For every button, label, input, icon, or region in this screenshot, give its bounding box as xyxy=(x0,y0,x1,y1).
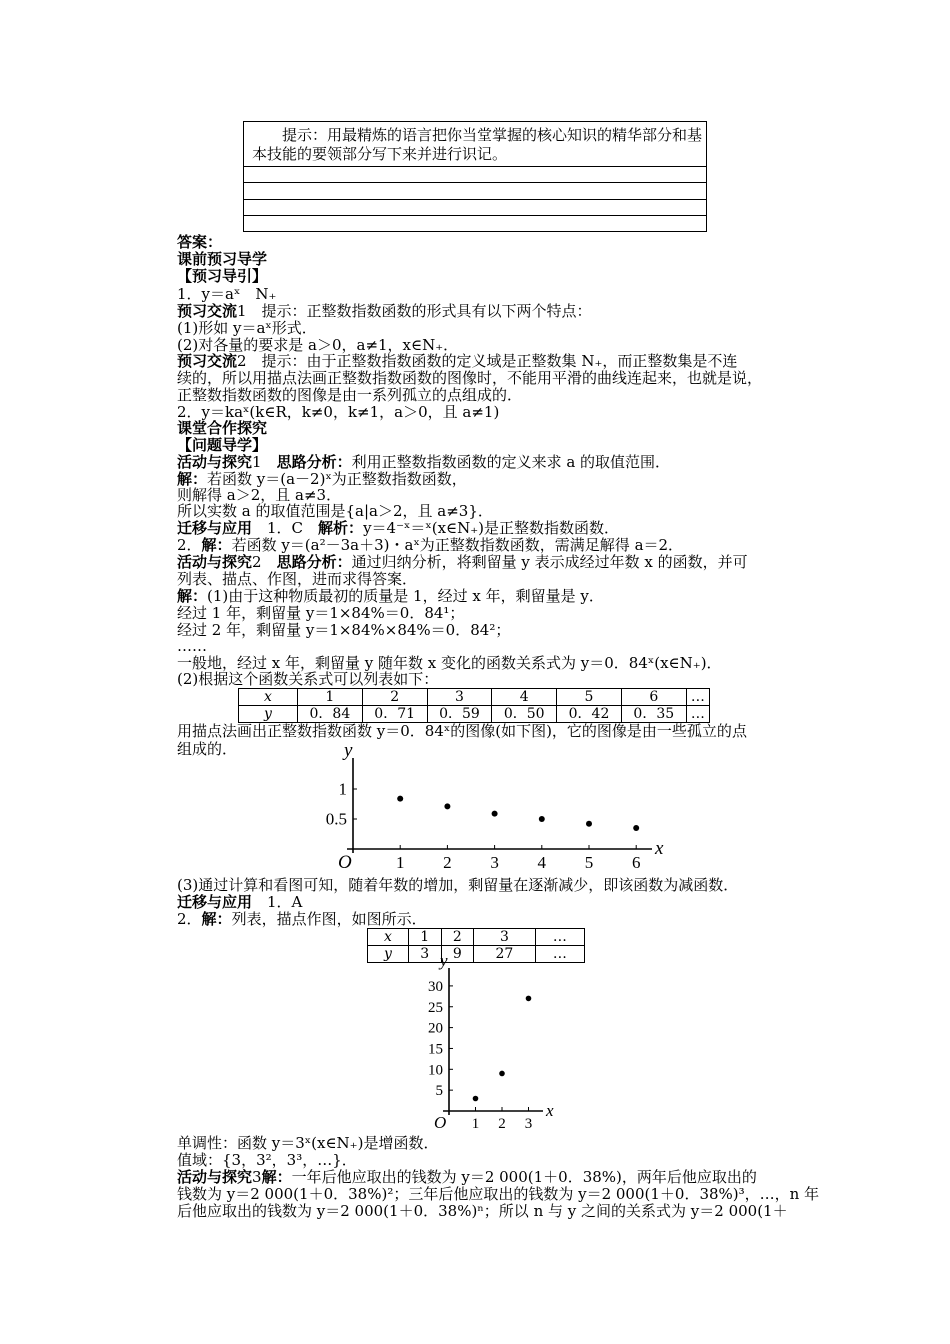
answer-line: 单调性：函数 y＝3ˣ(x∈N₊)是增函数． xyxy=(177,1134,439,1152)
table-cell: 2 xyxy=(441,929,474,946)
line-text: 1 xyxy=(252,453,277,471)
y-axis-label: y xyxy=(440,951,448,970)
writing-line xyxy=(244,166,706,167)
table-cell: 0．42 xyxy=(557,706,622,723)
answer-line: 组成的． xyxy=(177,740,238,758)
table-cell: … xyxy=(686,689,709,706)
data-point xyxy=(444,803,450,809)
answer-line: 列表、描点、作图，进而求得答案． xyxy=(177,570,418,588)
answer-line: 所以实数 a 的取值范围是{a|a＞2，且 a≠3}． xyxy=(177,502,493,520)
line-text: 2 xyxy=(252,553,277,571)
table-row xyxy=(368,929,585,946)
line-text: 若函数 y＝(a²－3a＋3)・aˣ为正整数指数函数，需满足解得 a＝2． xyxy=(231,536,684,554)
table-cell: 3 xyxy=(427,689,492,706)
answer-line: 后他应取出的钱数为 y＝2 000(1＋0．38%)ⁿ；所以 n 与 y 之间的关系式为 y＝2 000(1＋ xyxy=(177,1202,788,1220)
writing-line xyxy=(244,199,706,200)
answer-line: 值域：{3，3²，3³，…}． xyxy=(177,1151,357,1169)
y-tick-label: 30 xyxy=(428,978,443,995)
data-point xyxy=(633,825,639,831)
table-cell: 6 xyxy=(621,689,686,706)
line-text: 2． xyxy=(177,910,202,928)
x-tick-label: 6 xyxy=(631,853,641,872)
answer-line: 经过 1 年，剩留量 y＝1×84%＝0．84¹； xyxy=(177,604,465,622)
y-tick-label: 5 xyxy=(435,1083,443,1100)
answer-line: 一般地，经过 x 年，剩留量 y 随年数 x 变化的函数关系式为 y＝0．84ˣ(x∈N₊)． xyxy=(177,654,722,672)
table-cell: y xyxy=(239,706,298,723)
line-text: 一年后他应取出的钱数为 y＝2 000(1＋0．38%)，两年后他应取出的 xyxy=(291,1168,757,1186)
table-cell: 4 xyxy=(492,689,557,706)
answer-line: (2)对各量的要求是 a＞0，a≠1，x∈N₊． xyxy=(177,336,459,354)
section-label: 预习交流 xyxy=(177,302,238,320)
y-tick-label: 25 xyxy=(428,999,443,1016)
data-point xyxy=(499,1071,505,1077)
answer-line: 续的，所以用描点法画正整数指数函数的图像时，不能用平滑的曲线连起来，也就是说， xyxy=(177,369,763,387)
table-cell: x xyxy=(368,929,409,946)
x-axis-label: x xyxy=(546,1101,554,1120)
answer-line: 则解得 a＞2，且 a≠3． xyxy=(177,486,342,504)
y-tick-label: 0.5 xyxy=(325,809,347,829)
section-label: 活动与探究 xyxy=(177,1168,253,1186)
answer-line xyxy=(177,536,683,554)
data-point xyxy=(539,816,545,822)
answer-line xyxy=(177,453,670,471)
data-point xyxy=(492,811,498,817)
class-heading: 课堂合作探究 xyxy=(177,419,268,437)
answer-line: (2)根据这个函数关系式可以列表如下： xyxy=(177,670,439,688)
decay-chart xyxy=(300,740,680,875)
line-text: 若函数 y＝(a－2)ˣ为正整数指数函数， xyxy=(207,470,467,488)
answer-line: 用描点法画出正整数指数函数 y＝0．84ˣ的图像(如下图)，它的图像是由一些孤立的点 xyxy=(177,722,747,740)
table-row xyxy=(239,706,710,723)
table-cell: 1 xyxy=(409,929,442,946)
data-point xyxy=(397,796,403,802)
answer-line xyxy=(177,1168,757,1186)
table-cell: 3 xyxy=(409,946,442,963)
table-row xyxy=(368,946,585,963)
y-tick-label: 10 xyxy=(428,1062,443,1079)
section-label: 迁移与应用 xyxy=(177,893,253,911)
section-label: 解： xyxy=(261,1168,292,1186)
line-text: (1)由于这种物质最初的质量是 1，经过 x 年，剩留量是 y． xyxy=(207,587,604,605)
problem-heading: 【问题导学】 xyxy=(177,436,268,454)
answer-line xyxy=(177,302,592,320)
answer-line xyxy=(177,910,427,928)
section-label: 活动与探究 xyxy=(177,453,253,471)
answer-line xyxy=(177,553,748,571)
answer-line xyxy=(177,352,737,370)
table-cell: 9 xyxy=(441,946,474,963)
data-point xyxy=(473,1096,479,1102)
table-row xyxy=(239,689,710,706)
section-label: 解： xyxy=(201,536,232,554)
section-label: 预习交流 xyxy=(177,352,238,370)
answer-line: 经过 2 年，剩留量 y＝1×84%×84%＝0．84²； xyxy=(177,621,511,639)
line-text: 2． xyxy=(177,536,202,554)
tip-box xyxy=(243,121,707,232)
answer-line: 正整数指数函数的图像是由一系列孤立的点组成的． xyxy=(177,386,523,404)
section-label: 思路分析： xyxy=(276,553,352,571)
table-cell: 0．71 xyxy=(362,706,427,723)
preview-heading: 课前预习导学 xyxy=(177,250,268,268)
table-cell: … xyxy=(686,706,709,723)
origin-label: O xyxy=(338,852,352,873)
y-tick-label: 15 xyxy=(428,1041,443,1058)
tip-text: 提示：用最精炼的语言把你当堂掌握的核心知识的精华部分和基本技能的要领部分写下来并进行识记。 xyxy=(252,126,703,163)
answer-line: (1)形如 y＝aˣ形式． xyxy=(177,319,317,337)
line-text: 利用正整数指数函数的定义来求 a 的取值范围． xyxy=(351,453,671,471)
line-text: 3 xyxy=(252,1168,262,1186)
x-tick-label: 3 xyxy=(490,853,499,872)
line-text: 2 提示：由于正整数指数函数的定义域是正整数集 N₊，而正整数集是不连 xyxy=(237,352,738,370)
table-cell: 0．50 xyxy=(492,706,557,723)
answer-line: 2．y＝kaˣ(k∈R，k≠0，k≠1，a＞0，且 a≠1) xyxy=(177,403,500,421)
section-label: 解： xyxy=(177,470,208,488)
answer-line xyxy=(177,587,604,605)
table-cell: … xyxy=(535,929,584,946)
data-point xyxy=(526,996,532,1002)
line-text: y＝4⁻ˣ＝ˣ(x∈N₊)是正整数指数函数． xyxy=(363,519,620,537)
x-axis-label: x xyxy=(655,838,664,859)
table-cell: y xyxy=(368,946,409,963)
x-tick-label: 3 xyxy=(524,1116,533,1132)
line-text: 1 提示：正整数指数函数的形式具有以下两个特点： xyxy=(237,302,592,320)
x-tick-label: 1 xyxy=(395,853,405,872)
answer-line xyxy=(177,893,302,911)
guide-heading: 【预习导引】 xyxy=(177,267,268,285)
section-label: 迁移与应用 xyxy=(177,519,253,537)
table-cell: 0．84 xyxy=(298,706,363,723)
table-decay xyxy=(238,688,710,723)
answer-line: …… xyxy=(177,637,207,655)
answer-line: 钱数为 y＝2 000(1＋0．38%)²；三年后他应取出的钱数为 y＝2 000(1＋0．38%)³，…，n 年 xyxy=(177,1185,820,1203)
section-label: 解： xyxy=(201,910,232,928)
table-cell: 3 xyxy=(474,929,536,946)
y-tick-label: 1 xyxy=(338,779,347,799)
table-cell: 0．35 xyxy=(621,706,686,723)
table-growth xyxy=(367,928,585,963)
line-text: 列表，描点作图，如图所示． xyxy=(231,910,427,928)
x-tick-label: 2 xyxy=(443,853,452,872)
table-cell: x xyxy=(239,689,298,706)
x-tick-label: 2 xyxy=(498,1116,506,1132)
answer-line xyxy=(177,519,619,537)
table-cell: 27 xyxy=(474,946,536,963)
x-tick-label: 4 xyxy=(537,853,547,872)
answers-heading: 答案： xyxy=(177,233,223,251)
writing-line xyxy=(244,215,706,216)
section-label: 解： xyxy=(177,587,208,605)
section-label: 活动与探究 xyxy=(177,553,253,571)
line-text: 1．C xyxy=(252,519,319,537)
writing-line xyxy=(244,182,706,183)
answer-line: 1．y＝aˣ N₊ xyxy=(177,285,277,303)
table-cell: 1 xyxy=(298,689,363,706)
y-tick-label: 20 xyxy=(428,1020,443,1037)
table-cell: … xyxy=(535,946,584,963)
section-label: 思路分析： xyxy=(276,453,352,471)
origin-label: O xyxy=(434,1113,447,1132)
line-text: 通过归纳分析，将剩留量 y 表示成经过年数 x 的函数，并可 xyxy=(351,553,748,571)
table-cell: 0．59 xyxy=(427,706,492,723)
answer-line: (3)通过计算和看图可知，随着年数的增加，剩留量在逐渐减少，即该函数为减函数． xyxy=(177,876,739,894)
table-cell: 5 xyxy=(557,689,622,706)
x-tick-label: 1 xyxy=(471,1116,480,1132)
y-axis-label: y xyxy=(344,740,353,761)
line-text: 1．A xyxy=(252,893,303,911)
x-tick-label: 5 xyxy=(584,853,594,872)
section-label: 解析： xyxy=(318,519,364,537)
table-cell: 2 xyxy=(362,689,427,706)
data-point xyxy=(586,821,592,827)
